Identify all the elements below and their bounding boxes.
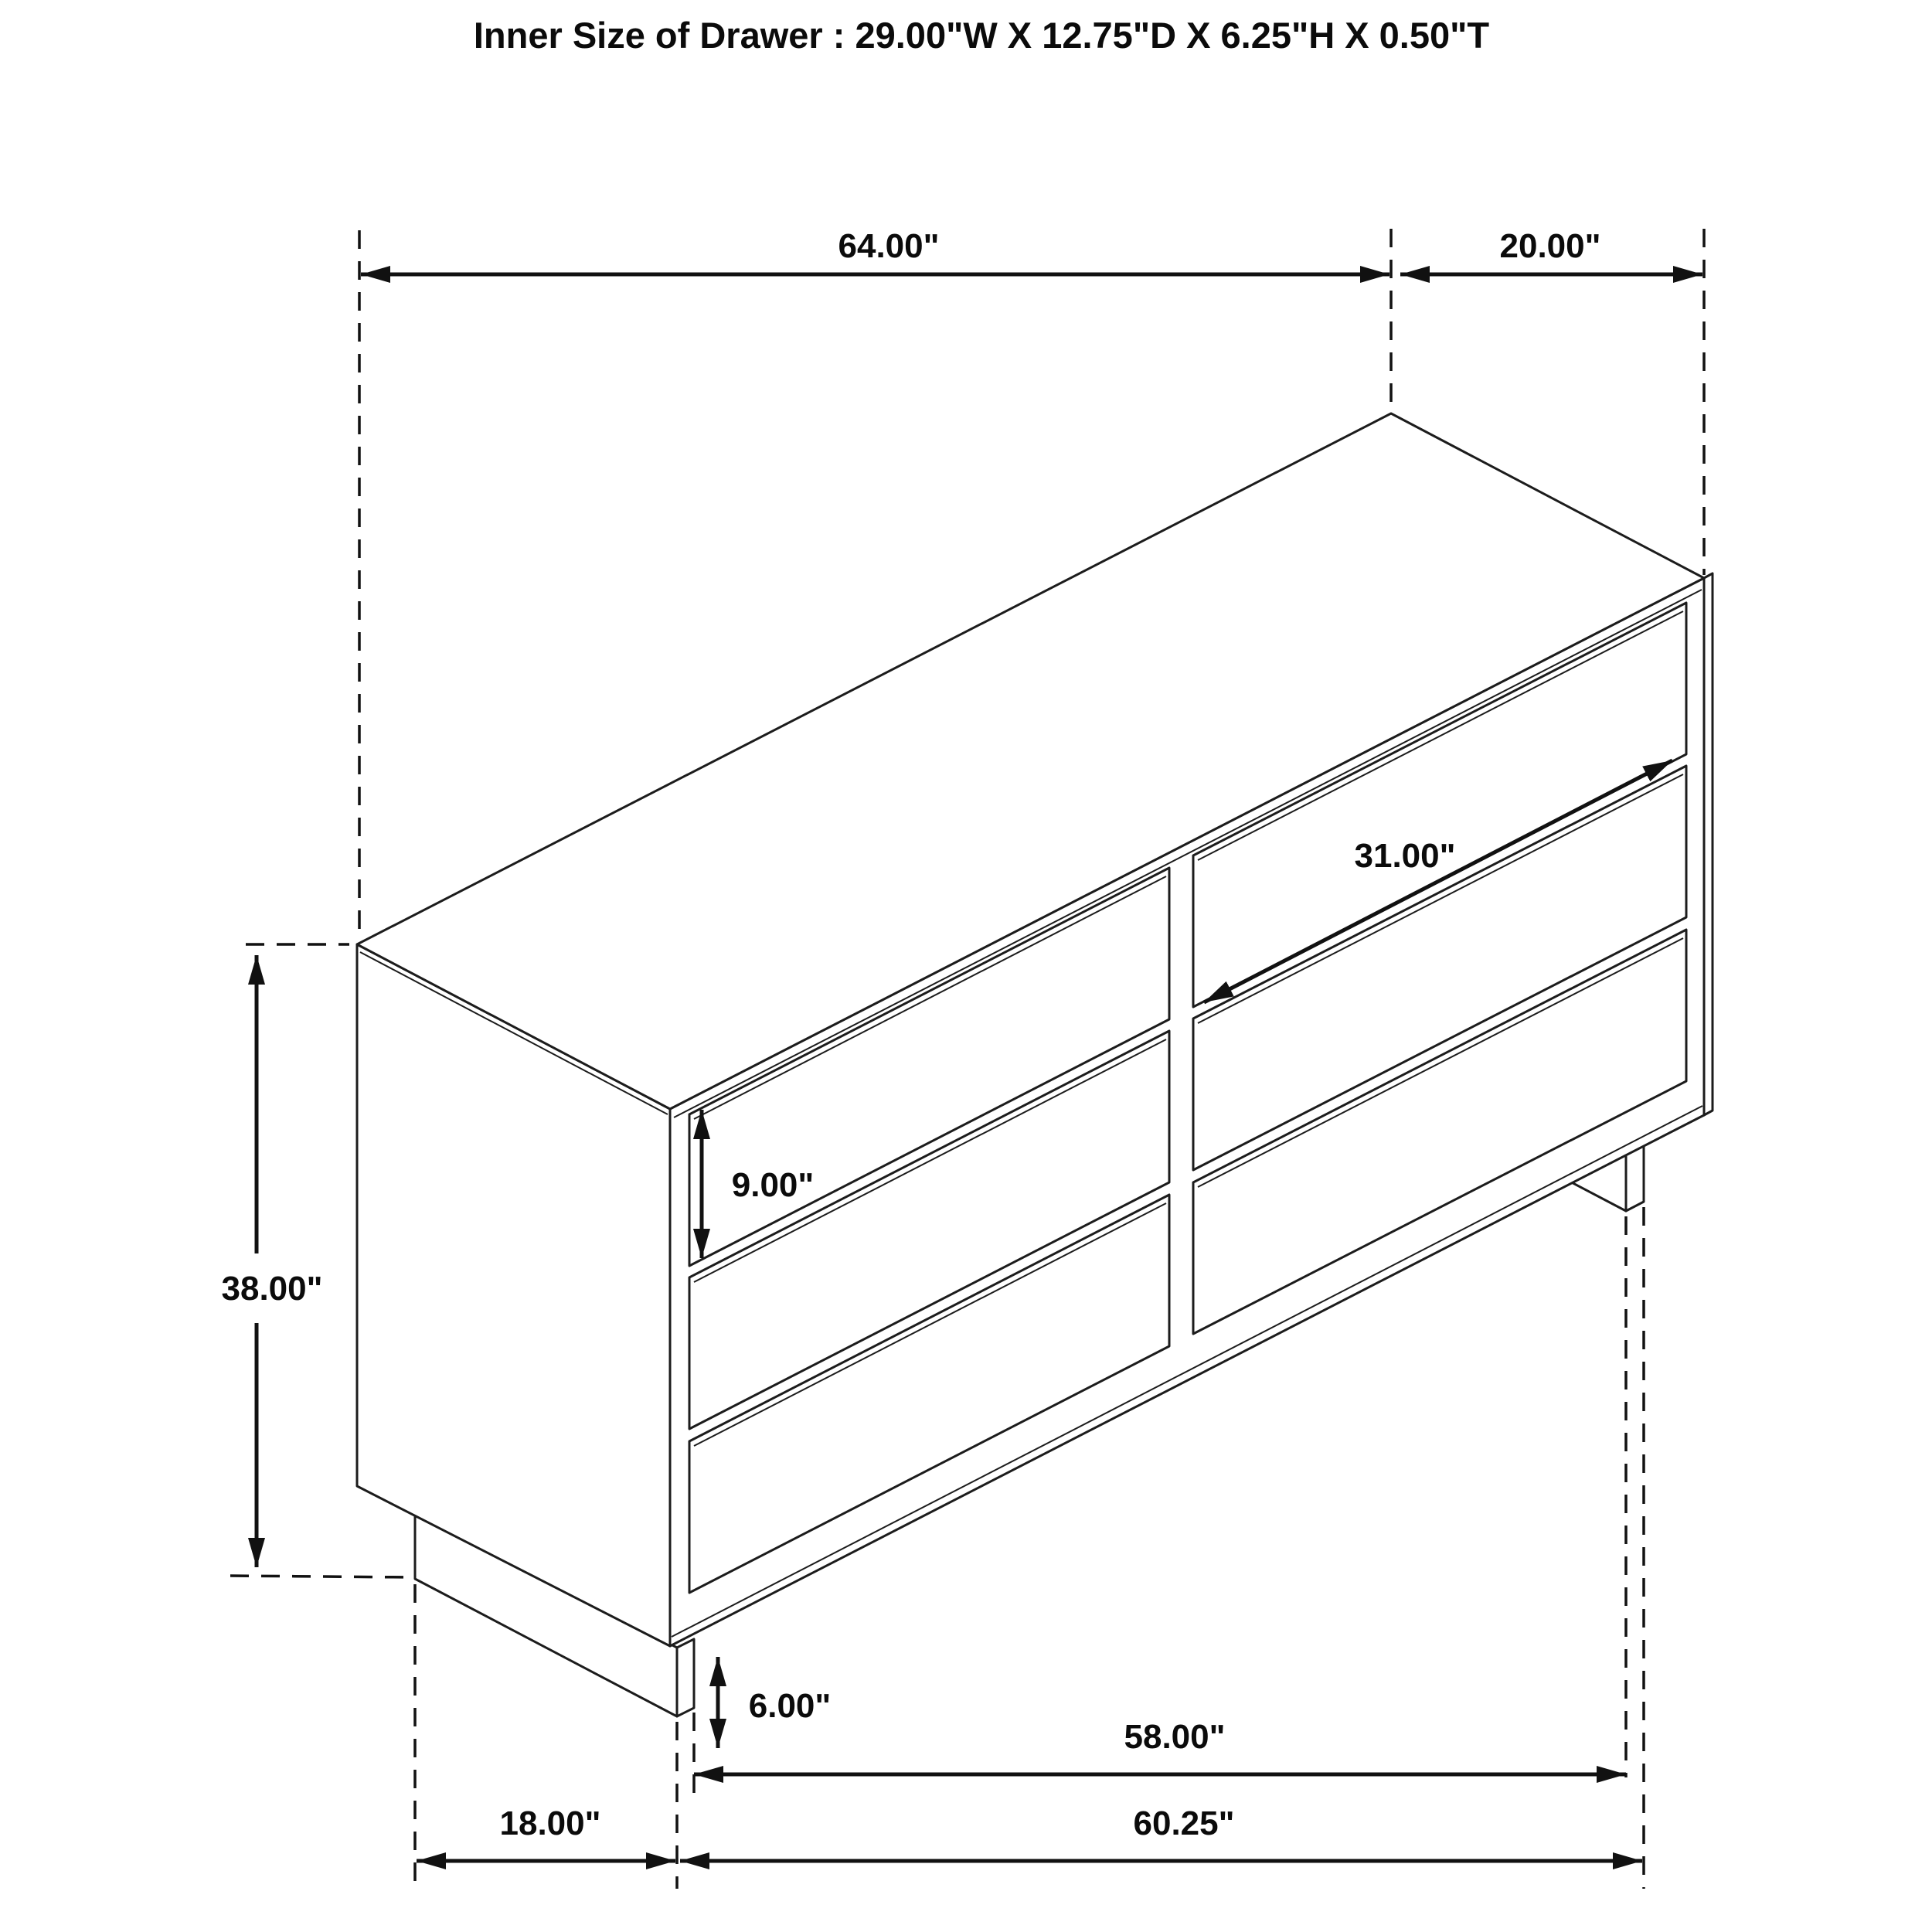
dim-label-top-depth: 20.00": [1499, 227, 1601, 265]
left-leg-front-face: [677, 1639, 694, 1716]
dim-label-base-height: 6.00": [748, 1687, 832, 1725]
dim-label-drawer-width: 31.00": [1354, 837, 1456, 875]
dim-label-base-width: 58.00": [1124, 1718, 1226, 1756]
extension-height-bottom: [230, 1576, 412, 1577]
dim-label-overall-height: 38.00": [221, 1270, 323, 1308]
dim-label-top-width: 64.00": [838, 227, 940, 265]
page-title: Inner Size of Drawer : 29.00"W X 12.75"D X 6.25"H X 0.50"T: [473, 15, 1490, 56]
dim-label-base-depth: 18.00": [499, 1804, 601, 1842]
dim-label-drawer-height: 9.00": [731, 1166, 815, 1204]
dim-label-base-outer-width: 60.25": [1133, 1804, 1235, 1842]
right-edge-panel: [1704, 573, 1713, 1115]
